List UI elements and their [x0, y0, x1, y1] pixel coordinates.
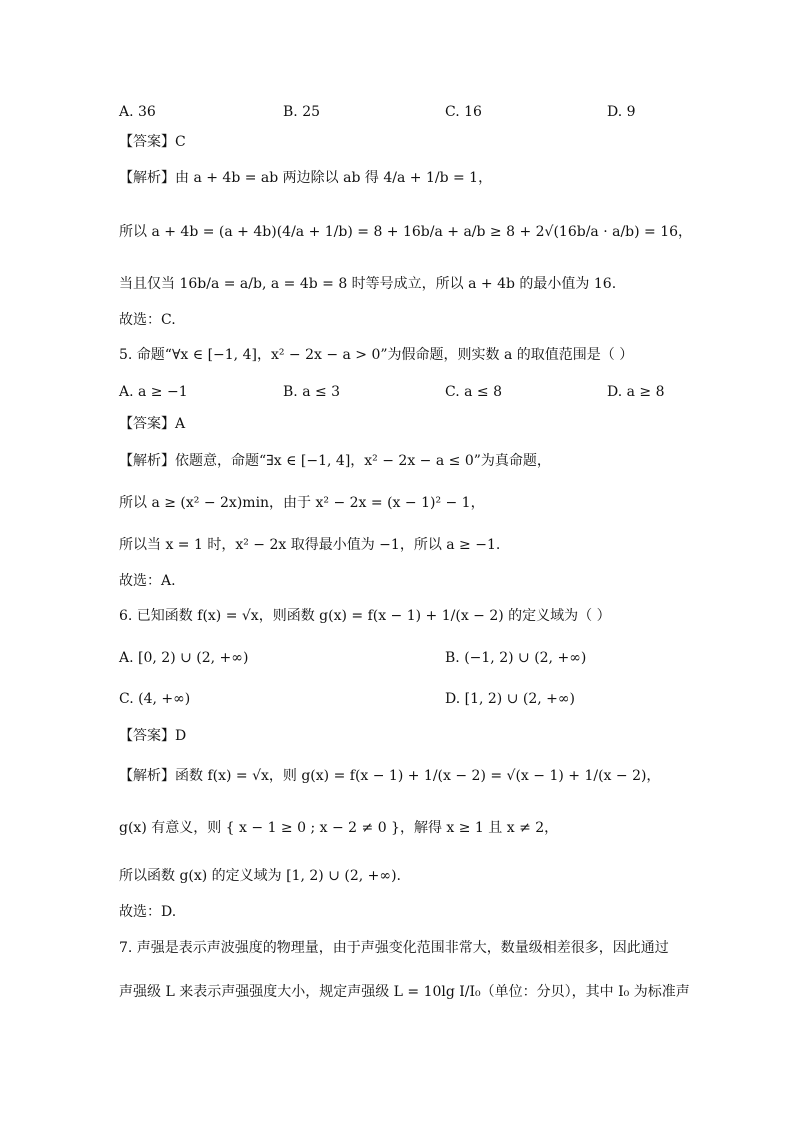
- q5-analysis-line-1: 【解析】依题意，命题“∃x ∈ [−1, 4]，x² − 2x − a ≤ 0”为真命题，: [119, 453, 551, 469]
- q5-answer: 【答案】A: [119, 416, 186, 432]
- q6-option-c: C. (4, +∞): [119, 691, 191, 707]
- q6-conclusion: 故选：D.: [119, 904, 177, 920]
- q7-stem-line-2: 声强级 L 来表示声强强度大小，规定声强级 L = 10lg I/I₀（单位：分贝），其中 I₀ 为标准声: [119, 984, 690, 1000]
- q6-option-b: B. (−1, 2) ∪ (2, +∞): [445, 650, 587, 666]
- q5-stem: 5. 命题“∀x ∈ [−1, 4]，x² − 2x − a > 0”为假命题，则实数 a 的取值范围是（ ）: [119, 347, 634, 363]
- q4-analysis-line-2: 所以 a + 4b = (a + 4b)(4/a + 1/b) = 8 + 16b/a + a/b ≥ 8 + 2√(16b/a · a/b) = 16，: [119, 224, 693, 240]
- q6-answer: 【答案】D: [119, 728, 187, 744]
- q4-analysis-line-3: 当且仅当 16b/a = a/b, a = 4b = 8 时等号成立，所以 a + 4b 的最小值为 16.: [119, 276, 617, 292]
- q4-option-d: D. 9: [607, 104, 636, 120]
- q4-analysis-line-1: 【解析】由 a + 4b = ab 两边除以 ab 得 4/a + 1/b = 1，: [119, 170, 493, 186]
- q6-option-a: A. [0, 2) ∪ (2, +∞): [119, 650, 249, 666]
- q4-answer: 【答案】C: [119, 134, 186, 150]
- q5-analysis-line-2: 所以 a ≥ (x² − 2x)min，由于 x² − 2x = (x − 1)² − 1，: [119, 495, 485, 511]
- q7-stem-line-1: 7. 声强是表示声波强度的物理量，由于声强变化范围非常大，数量级相差很多，因此通过: [119, 940, 669, 956]
- q6-analysis-line-2: g(x) 有意义，则 { x − 1 ≥ 0 ; x − 2 ≠ 0 }，解得 x ≥ 1 且 x ≠ 2，: [119, 820, 559, 836]
- q4-option-c: C. 16: [445, 104, 482, 120]
- q6-option-d: D. [1, 2) ∪ (2, +∞): [445, 691, 576, 707]
- q5-option-c: C. a ≤ 8: [445, 384, 502, 400]
- q5-analysis-line-3: 所以当 x = 1 时，x² − 2x 取得最小值为 −1，所以 a ≥ −1.: [119, 537, 501, 553]
- q4-option-a: A. 36: [119, 104, 156, 120]
- q5-option-d: D. a ≥ 8: [607, 384, 665, 400]
- q5-option-a: A. a ≥ −1: [119, 384, 188, 400]
- q5-conclusion: 故选：A.: [119, 573, 176, 589]
- q6-stem: 6. 已知函数 f(x) = √x，则函数 g(x) = f(x − 1) + 1/(x − 2) 的定义域为（ ）: [119, 608, 611, 624]
- q6-analysis-line-3: 所以函数 g(x) 的定义域为 [1, 2) ∪ (2, +∞).: [119, 868, 401, 884]
- q5-option-b: B. a ≤ 3: [283, 384, 341, 400]
- q4-option-b: B. 25: [283, 104, 321, 120]
- q4-conclusion: 故选：C.: [119, 312, 176, 328]
- q6-analysis-line-1: 【解析】函数 f(x) = √x，则 g(x) = f(x − 1) + 1/(x − 2) = √(x − 1) + 1/(x − 2)，: [119, 768, 661, 784]
